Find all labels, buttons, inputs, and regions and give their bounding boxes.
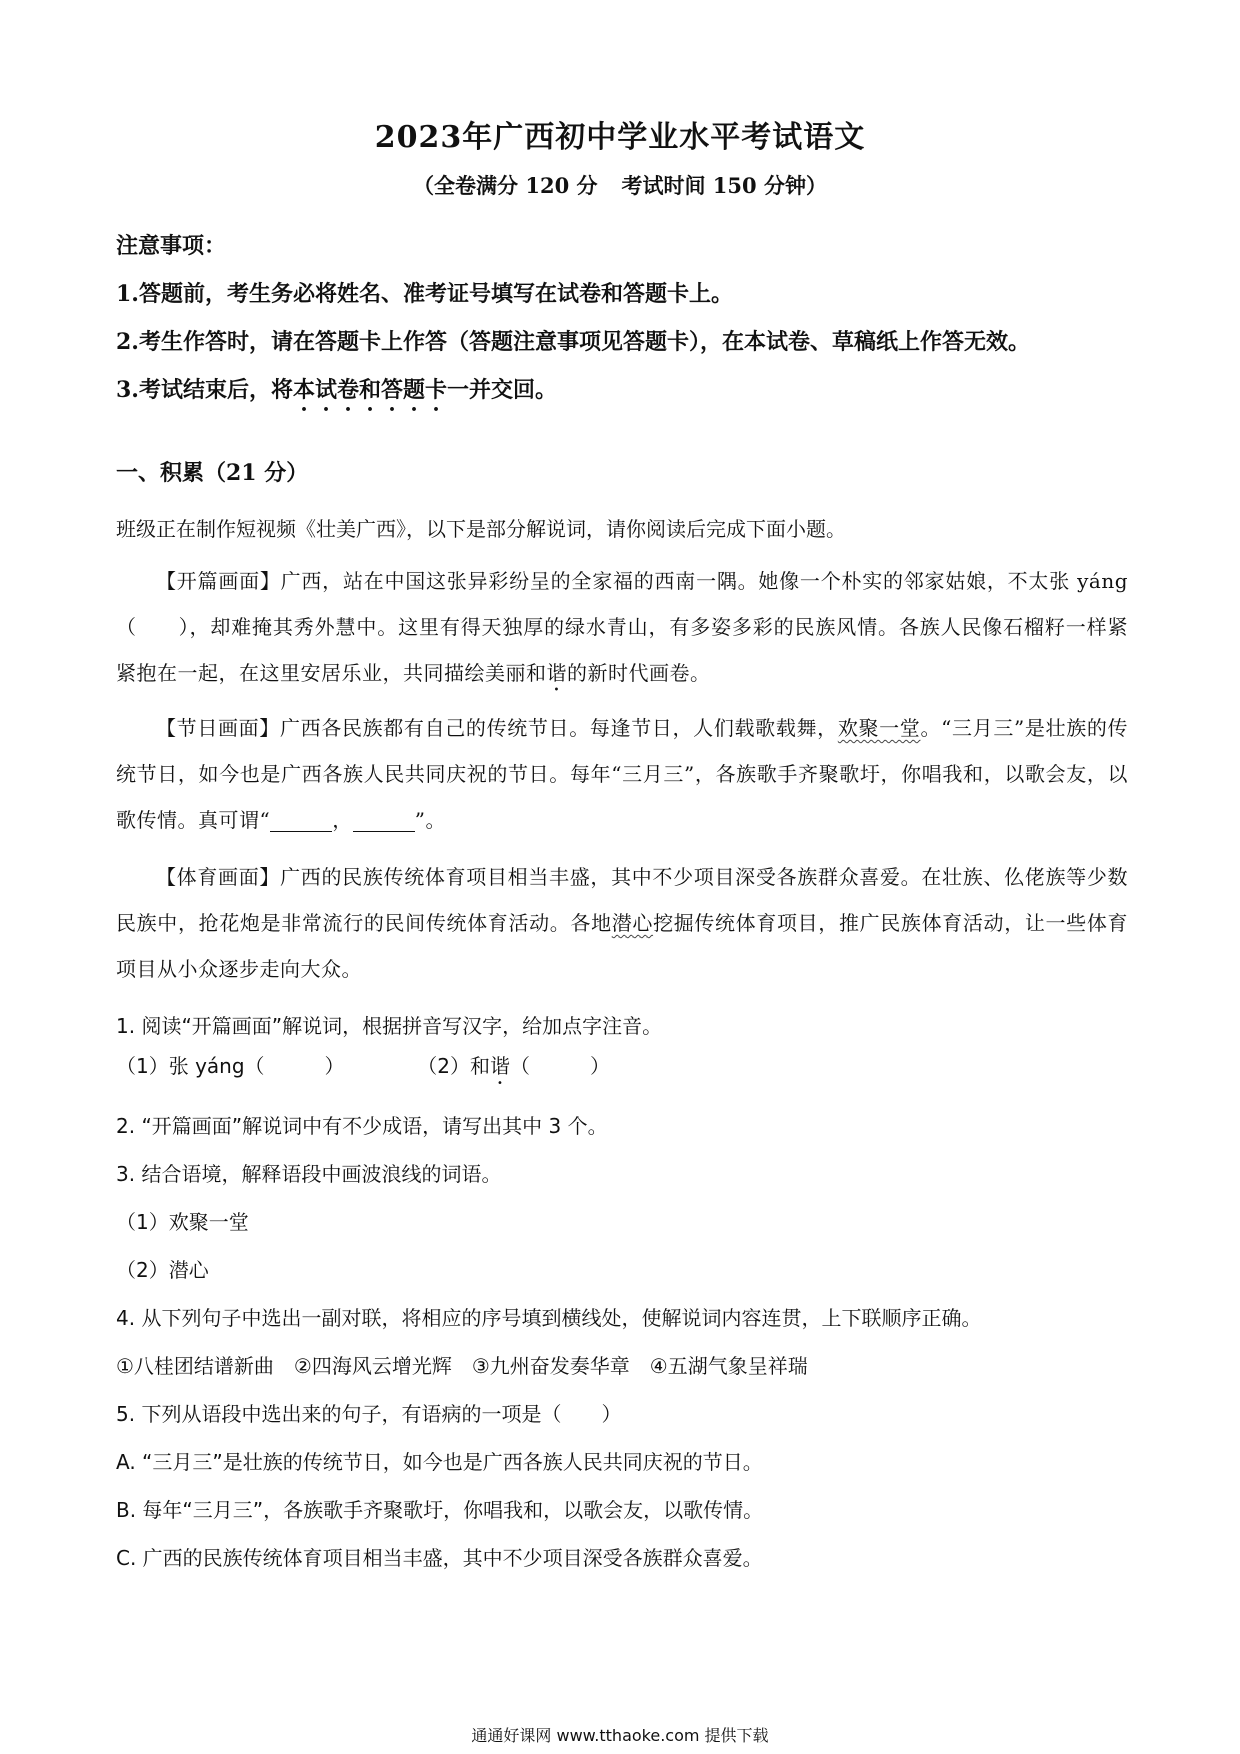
section-intro: 班级正在制作短视频《壮美广西》，以下是部分解说词，请你阅读后完成下面小题。 <box>116 517 846 541</box>
passage-opening: 【开篇画面】广西，站在中国这张异彩纷呈的全家福的西南一隅。她像一个朴实的邻家姑娘，不太张 yáng（ ），却难掩其秀外慧中。这里有得天独厚的绿水青山，有多姿多彩的民族风情。各族人民像石榴籽一样紧紧抱在一起，在这里安居乐业，共同描绘美丽和谐的新时代画卷。 <box>116 569 1128 685</box>
question-3-sub-2: （2）潜心 <box>116 1258 209 1282</box>
notice-item-2: 2.考生作答时，请在答题卡上作答（答题注意事项见答题卡），在本试卷、草稿纸上作答无效。 <box>116 329 1030 355</box>
wavy-underlined-phrase: 欢聚一堂 <box>837 716 921 740</box>
question-2: 2. “开篇画面”解说词中有不少成语，请写出其中 3 个。 <box>116 1114 608 1138</box>
question-3: 3. 结合语境，解释语段中画波浪线的词语。 <box>116 1162 502 1186</box>
question-1-sub-2: （2）和谐（ ） <box>417 1050 610 1089</box>
question-4-options: ①八桂团结谱新曲 ②四海风云增光辉 ③九州奋发奏华章 ④五湖气象呈祥瑞 <box>116 1354 808 1378</box>
question-3-sub-1: （1）欢聚一堂 <box>116 1210 249 1234</box>
answer-blank[interactable] <box>270 811 332 832</box>
question-5-option-c: C. 广西的民族传统体育项目相当丰盛，其中不少项目深受各族群众喜爱。 <box>116 1546 763 1570</box>
subtitle-score: （全卷满分 120 分 <box>413 173 598 198</box>
section-title: 一、积累（21 分） <box>116 460 309 486</box>
footer-source: 通通好课网 www.tthaoke.com 提供下载 <box>471 1726 769 1745</box>
dotted-char: 谐 <box>490 1054 510 1078</box>
question-1-sub-1: （1）张 yáng（ ） <box>116 1054 345 1078</box>
question-4: 4. 从下列句子中选出一副对联，将相应的序号填到横线处，使解说词内容连贯，上下联顺序正确。 <box>116 1306 982 1330</box>
page-title: 2023年广西初中学业水平考试语文 <box>374 120 866 155</box>
notice-heading: 注意事项： <box>116 233 227 259</box>
dotted-text: 本试卷和答题卡 <box>292 377 447 403</box>
question-1-subitems <box>116 1050 1128 1089</box>
page-subtitle <box>0 170 1240 200</box>
wavy-underlined-phrase: 潜心 <box>611 911 654 935</box>
passage-festival: 【节日画面】广西各民族都有自己的传统节日。每逢节日，人们载歌载舞，欢聚一堂。“三月三”是壮族的传统节日，如今也是广西各族人民共同庆祝的节日。每年“三月三”，各族歌手齐聚歌圩，你唱我和，以歌会友，以歌传情。真可谓“ ， ”。 <box>116 716 1129 832</box>
notice-item-3: 3.考试结束后，将本试卷和答题卡一并交回。 <box>116 377 557 403</box>
dotted-char: 谐 <box>546 661 567 685</box>
subtitle-time: 考试时间 150 分钟） <box>621 173 827 198</box>
passage-sports: 【体育画面】广西的民族传统体育项目相当丰盛，其中不少项目深受各族群众喜爱。在壮族、仫佬族等少数民族中，抢花炮是非常流行的民间传统体育活动。各地潜心挖掘传统体育项目，推广民族体育活动，让一些体育项目从小众逐步走向大众。 <box>116 865 1128 981</box>
notice-item-1: 1.答题前，考生务必将姓名、准考证号填写在试卷和答题卡上。 <box>116 281 733 307</box>
question-5-option-b: B. 每年“三月三”，各族歌手齐聚歌圩，你唱我和，以歌会友，以歌传情。 <box>116 1498 764 1522</box>
question-1: 1. 阅读“开篇画面”解说词，根据拼音写汉字，给加点字注音。 <box>116 1014 663 1038</box>
answer-blank[interactable] <box>353 811 415 832</box>
notice-block <box>116 222 1126 416</box>
question-5-option-a: A. “三月三”是壮族的传统节日，如今也是广西各族人民共同庆祝的节日。 <box>116 1450 763 1474</box>
question-5: 5. 下列从语段中选出来的句子，有语病的一项是（ ） <box>116 1402 622 1426</box>
